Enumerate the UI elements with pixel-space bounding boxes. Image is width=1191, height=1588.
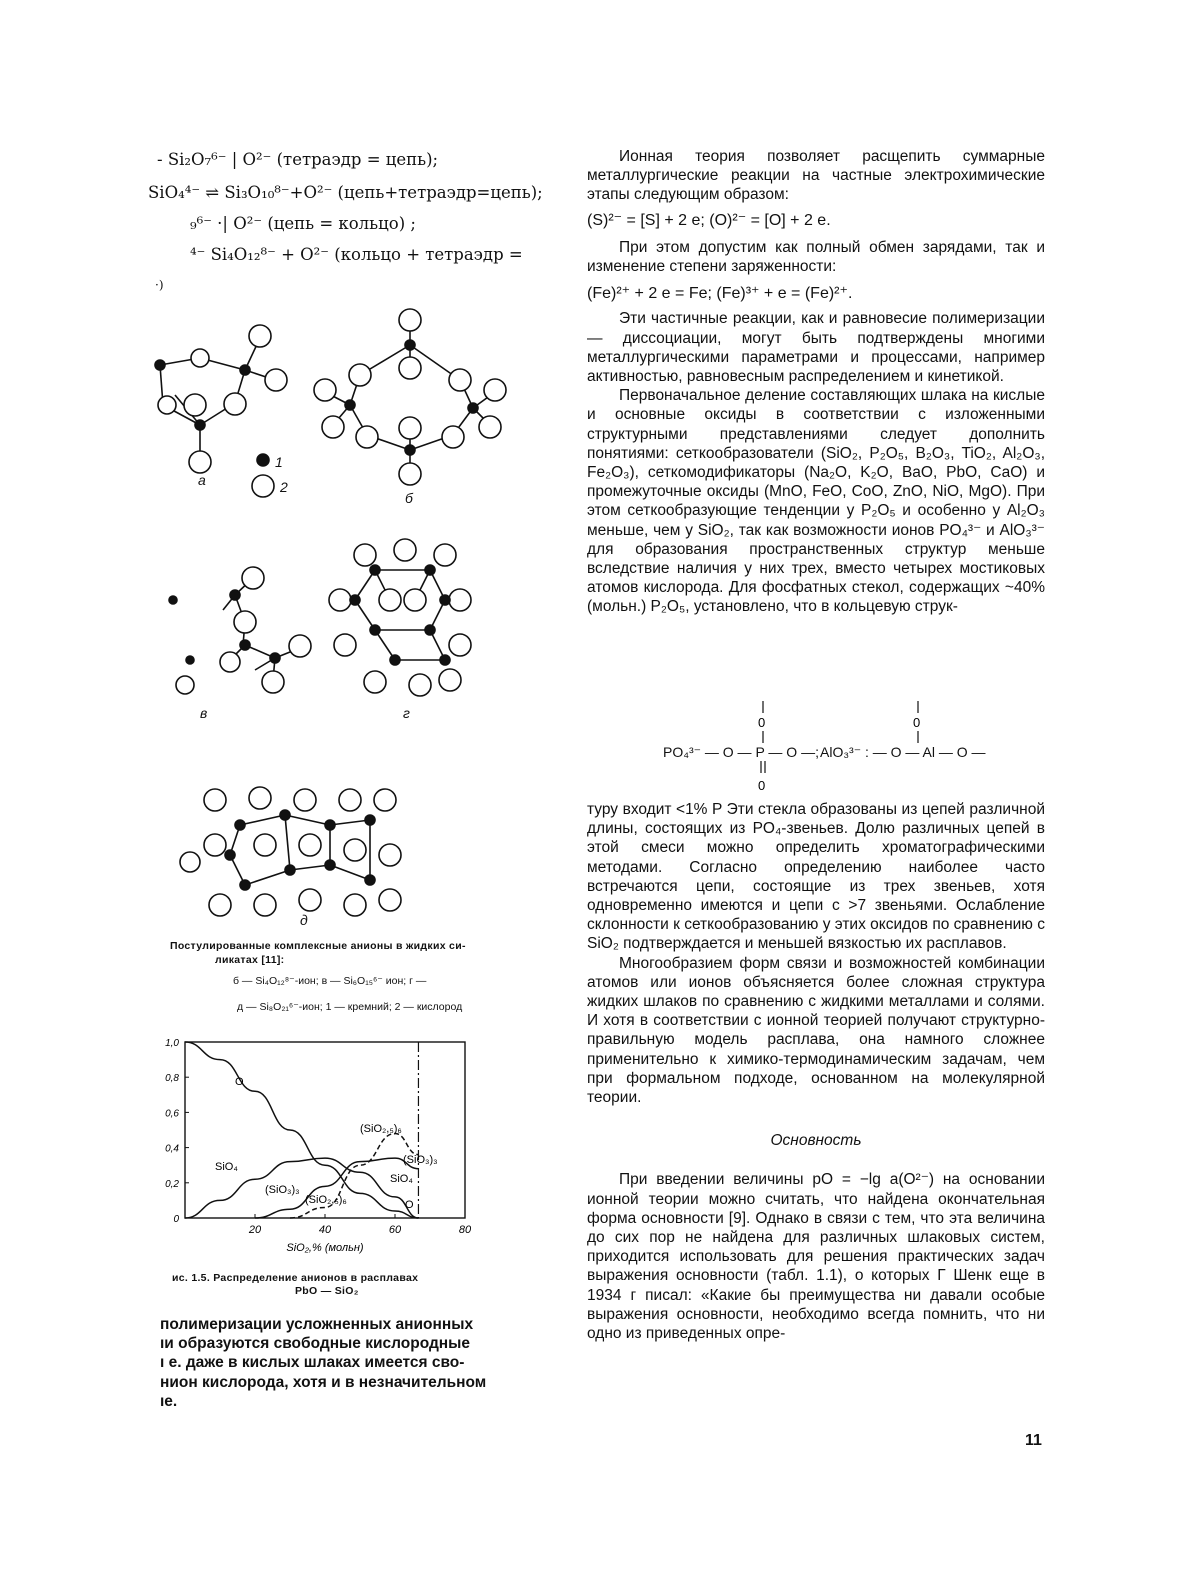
svg-text:0: 0 (913, 715, 921, 730)
figure-caption-line-1: Постулированные комплексные анионы в жидких си- (170, 940, 466, 952)
x-axis-label: SiO₂,% (мольн) (286, 1242, 364, 1254)
left-bottom-line: нион кислорода, хотя и в незначительном (160, 1373, 487, 1391)
series-label: SiO₄ (215, 1161, 238, 1173)
paragraph-partial-reactions: Эти частичные реакции, как и равновесие полимеризации — диссоциации, могут быть подтверждены многими металлургическими параметрами и процессами, например активностью, равновесным распределением и кинетикой. (587, 310, 1045, 386)
chart-caption-line-1: ис. 1.5. Распределение анионов в расплавах (172, 1272, 419, 1284)
equation-line-2: SiO₄⁴⁻ ⇌ Si₃O₁₀⁸⁻+O²⁻ (цепь+тетраэдр=цепь); (148, 183, 543, 202)
x-tick-label: 80 (458, 1224, 472, 1236)
equation-line-3: ₉⁶⁻ ·| O²⁻ (цепь = кольцо) ; (190, 214, 416, 233)
paragraph-network-formers: Первоначальное деление составляющих шлака на кислые и основные оксиды в соответствии с изложенными структурными представлениями следует дополнить понятиями: сеткообразователи (SiO₂, P₂O₅, B₂O₃, TiO₂, Al₂O₃, Fe₂O₃), сеткомодификаторы (Na₂O, K₂O, BaO, PbO, CaO) и промежуточные оксиды (MnO, FeO, CoO, ZnO, NiO, MgO). При этом сеткообразующие тенденции у P₂O₅ и особенно у Al₂O₃ меньше, чем у SiO₂, так как возможности ионов PO₄³⁻ и AlO₃³⁻ для образования пространственных структур меньше вследствие наличия у них трех, вместо четырех мостиковых атомов кислорода. Для фосфатных стекол, содержащих ~40% (мольн.) P₂O₅, установлено, что в кольцевую струк- (587, 387, 1045, 616)
right-column-top (587, 147, 1045, 617)
paragraph-phosphate-chains: туру входит <1% P Эти стекла образованы из цепей различной длины, состоящих из PO₄-звеньев. Долю различных цепей в этой смеси можно определить хроматографическими методами. Согласно определению наиболее часто встречаются цепи, состоящие из трех звеньев, хотя одновременно имеются и цепи с >7 звеньями. Ослабление склонности к сеткообразованию у этих оксидов по сравнению с SiO₂ подтверждается и меньшей вязкостью их расплавов. (587, 801, 1045, 953)
y-tick-label: 0,6 (165, 1108, 179, 1120)
chart-caption-line-2: PbO — SiO₂ (295, 1285, 359, 1297)
series-label: O (235, 1076, 244, 1088)
formula-po4: PO₄³⁻ — O — P — O —; (663, 744, 819, 760)
left-bottom-line: ıи образуются свободные кислородные (160, 1335, 471, 1353)
left-bottom-line: полимеризации усложненных анионных (160, 1316, 474, 1333)
label-legend-1: 1 (275, 454, 283, 470)
series-label: (SiO₂,₅)₆ (305, 1194, 347, 1206)
left-bottom-paragraph (160, 1315, 540, 1411)
anion-distribution-chart (165, 1030, 485, 1270)
series-label: (SiO₃)₃ (403, 1154, 438, 1166)
label-d: д (300, 912, 308, 928)
figure-caption-line-2: ликатах [11]: (215, 954, 285, 966)
paragraph-basicity: При введении величины pO = −lg a(O²⁻) на основании ионной теории можно считать, что найдена окончательная форма основности [9]. Однако в связи с тем, что эта величина до сих пор не найдена для различных шлаковых систем, приходится использовать для решения практических задач выражения основности (табл. 1.1), о которых Г Шенк еще в 1934 г писал: «Какие бы преимущества ни давали особые выражения основности, необходимо всегда помнить, что ни одно из приведенных опре- (587, 1171, 1045, 1343)
structure-d (180, 787, 401, 916)
label-v: в (200, 705, 208, 721)
y-tick-label: 0 (173, 1214, 179, 1225)
silicate-anion-structures-figure (145, 300, 555, 940)
series-label: (SiO₃)₃ (265, 1184, 300, 1196)
label-g: г (403, 705, 410, 721)
label-legend-2: 2 (280, 479, 288, 495)
left-bottom-line: ı е. даже в кислых шлаках имеется сво- (160, 1354, 465, 1372)
page-number: 11 (1025, 1432, 1042, 1449)
equation-line-4: ⁴⁻ Si₄O₁₂⁸⁻ + O²⁻ (кольцо + тетраэдр = (190, 245, 523, 264)
equation-line-1: - Si₂O₇⁶⁻ | O²⁻ (тетраэдр = цепь); (157, 150, 439, 169)
structure-b (314, 309, 506, 485)
structure-a (155, 325, 287, 473)
figure-caption-line-3: б — Si₄O₁₂⁸⁻-ион; в — Si₆O₁₅⁶⁻ ион; г — (233, 975, 427, 987)
x-tick-label: 60 (388, 1224, 402, 1236)
equation-sulfur-oxygen: (S)²⁻ = [S] + 2 e; (O)²⁻ = [O] + 2 e. (587, 211, 831, 229)
series-label: SiO₄ (390, 1173, 413, 1185)
paragraph-ionic-theory: Ионная теория позволяет расщепить суммарные металлургические реакции на частные электрохимические этапы следующим образом: (587, 148, 1045, 204)
y-tick-label: 0,8 (165, 1073, 179, 1085)
y-tick-label: 1,0 (165, 1038, 179, 1049)
right-column-bottom (587, 800, 1045, 1343)
figure-caption-line-4: д — Si₈O₂₁⁶⁻-ион; 1 — кремний; 2 — кислород (237, 1001, 463, 1013)
series-label: (SiO₂,₅)₆ (360, 1123, 402, 1135)
formula-alo3: AlO₃³⁻ : — O — Al — O — (820, 744, 986, 760)
x-tick-label: 20 (248, 1224, 262, 1236)
x-tick-label: 40 (318, 1224, 332, 1236)
structure-v (169, 567, 311, 694)
structure-g (329, 539, 471, 696)
paragraph-bond-forms: Многообразием форм связи и возможностей комбинации атомов или ионов объясняется более сложная структура жидких шлаков по сравнению с жидкими металлами и солями. И хотя в соответствии с ионной теорией получают структурно-правильную модель расплава, она намного сложнее применительно к химико-термодинамическим задачам, чем при формальном подходе, основанном на молекулярной теории. (587, 954, 1045, 1107)
left-bottom-line: ıе. (160, 1392, 178, 1410)
legend-oxygen-marker (252, 475, 274, 497)
svg-text:0: 0 (758, 715, 766, 730)
series-label: O (405, 1199, 414, 1211)
equation-line-5: ·) (155, 278, 164, 292)
y-tick-label: 0,2 (165, 1178, 179, 1190)
label-a: а (198, 472, 206, 488)
chart-frame (185, 1042, 465, 1218)
legend-silicon-marker (257, 454, 269, 466)
y-tick-label: 0,4 (165, 1143, 179, 1155)
equation-iron: (Fe)²⁺ + 2 e = Fe; (Fe)³⁺ + e = (Fe)²⁺. (587, 285, 853, 303)
paragraph-charge-exchange: При этом допустим как полный обмен зарядами, так и изменение степени заряженности: (587, 238, 1045, 276)
label-b: б (405, 490, 413, 506)
svg-text:0: 0 (758, 778, 766, 793)
section-heading-basicity: Основность (770, 1132, 862, 1150)
